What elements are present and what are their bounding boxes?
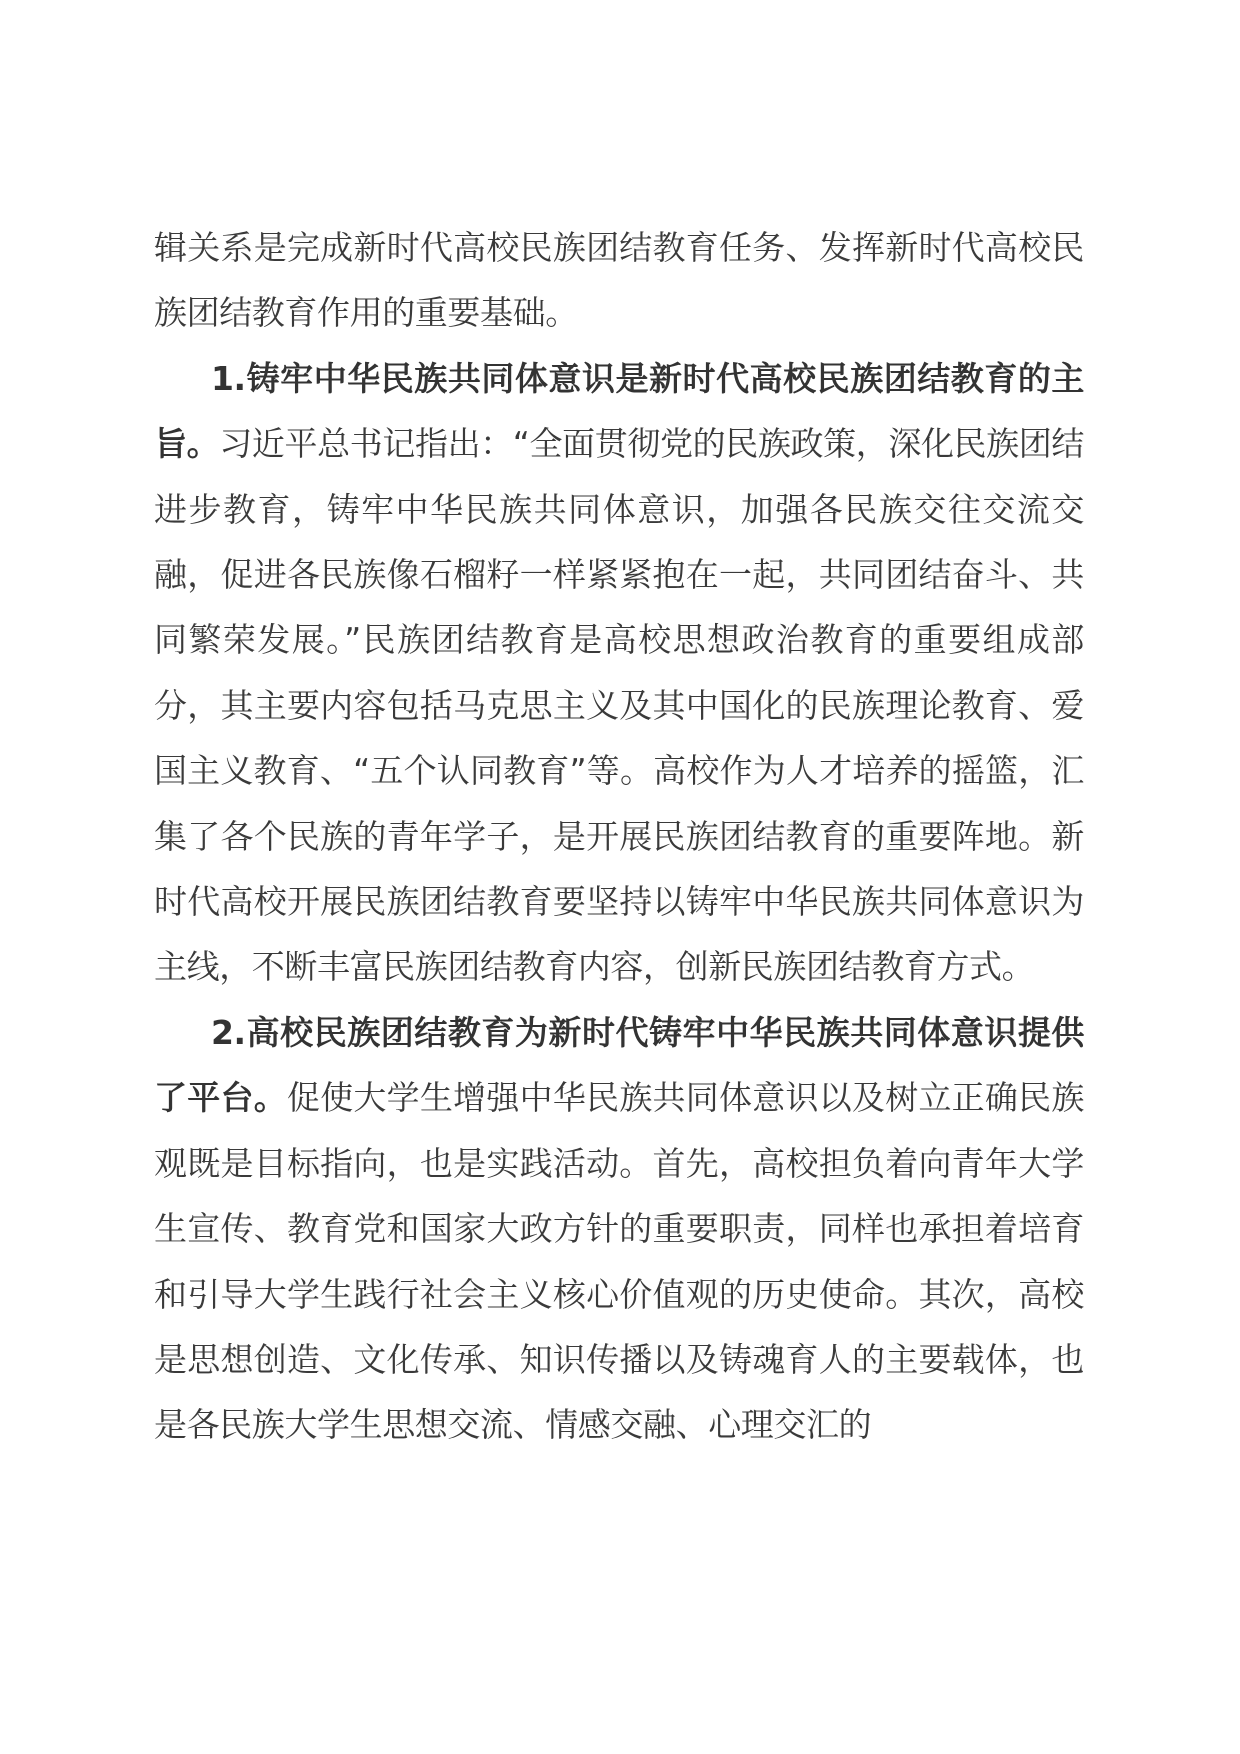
paragraph-point-1: [154, 346, 1084, 1000]
paragraph-heading: 1.铸牢中华民族共同体意识是新时代高校民族团结教育的主旨。: [154, 358, 1084, 464]
paragraph-text: 习近平总书记指出：“全面贯彻党的民族政策，深化民族团结进步教育，铸牢中华民族共同体意识，加强各民族交往交流交融，促进各民族像石榴籽一样紧紧抱在一起，共同团结奋斗、共同繁荣发展。”民族团结教育是高校思想政治教育的重要组成部分，其主要内容包括马克思主义及其中国化的民族理论教育、爱国主义教育、“五个认同教育”等。高校作为人才培养的摇篮，汇集了各个民族的青年学子，是开展民族团结教育的重要阵地。新时代高校开展民族团结教育要坚持以铸牢中华民族共同体意识为主线，不断丰富民族团结教育内容，创新民族团结教育方式。: [154, 424, 1085, 987]
paragraph-point-2: [154, 1000, 1084, 1458]
paragraph-text: 促使大学生增强中华民族共同体意识以及树立正确民族观既是目标指向，也是实践活动。首先，高校担负着向青年大学生宣传、教育党和国家大政方针的重要职责，同样也承担着培育和引导大学生践行社会主义核心价值观的历史使命。其次，高校是思想创造、文化传承、知识传播以及铸魂育人的主要载体，也是各民族大学生思想交流、情感交融、心理交汇的: [154, 1078, 1084, 1445]
document-body: [154, 215, 1084, 1458]
paragraph-heading: 2.高校民族团结教育为新时代铸牢中华民族共同体意识提供了平台。: [154, 1012, 1084, 1118]
paragraph-text: 辑关系是完成新时代高校民族团结教育任务、发挥新时代高校民族团结教育作用的重要基础。: [154, 228, 1084, 333]
paragraph-continuation: [154, 215, 1084, 346]
